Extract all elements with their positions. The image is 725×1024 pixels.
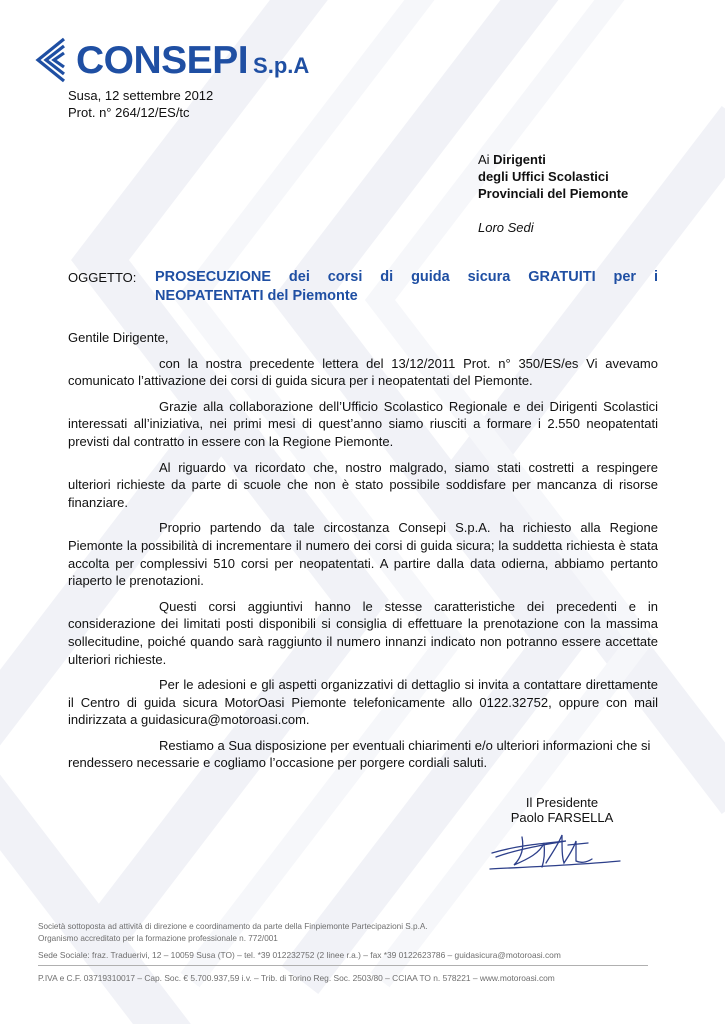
subject-label: OGGETTO: bbox=[68, 270, 137, 285]
body-paragraph: Al riguardo va ricordato che, nostro malgrado, siamo stati costretti a respingere ulteriori richieste da parte di scuole che non è stato possibile soddisfare per mancanza di risorse finanziare. bbox=[68, 459, 658, 510]
body-paragraph: con la nostra precedente lettera del 13/12/2011 Prot. n° 350/ES/es Vi avevamo comunicato l’attivazione dei corsi di guida sicura per i neopatentati del Piemonte. bbox=[68, 355, 658, 389]
signer-title: Il Presidente bbox=[525, 795, 599, 810]
greeting: Gentile Dirigente, bbox=[68, 330, 169, 345]
consepi-logo-mark-icon bbox=[34, 37, 74, 83]
footer-line-2: Organismo accreditato per la formazione professionale n. 772/001 bbox=[38, 933, 278, 943]
footer-line-4: P.IVA e C.F. 03719310017 – Cap. Soc. € 5.700.937,59 i.v. – Trib. di Torino Reg. Soc. 2503/80 – CCIAA TO n. 578221 – www.motoroasi.com bbox=[38, 972, 555, 983]
signer-name: Paolo FARSELLA bbox=[510, 810, 614, 825]
handwritten-signature bbox=[488, 823, 628, 873]
letter-date: Susa, 12 settembre 2012 bbox=[68, 88, 214, 103]
logo-suffix-text: S.p.A bbox=[253, 53, 310, 78]
body-paragraph: Proprio partendo da tale circostanza Consepi S.p.A. ha richiesto alla Regione Piemonte la possibilità di incrementare il numero dei corsi di guida sicura; la suddetta richiesta è stata accolta per complessivi 510 corsi per neopatentati. A partire dalla data odierna, abbiamo pertanto riaperto le prenotazioni. bbox=[68, 520, 658, 589]
protocol-number: Prot. n° 264/12/ES/tc bbox=[68, 105, 190, 120]
body-paragraph: Grazie alla collaborazione dell’Ufficio Scolastico Regionale e dei Dirigenti Scolastici interessati all’iniziativa, nei primi mesi di quest’anno siamo riusciti a formare i 2.550 neopatentati previsti dal contratto in essere con la Regione Piemonte. bbox=[68, 398, 658, 449]
recipient-prefix: Ai bbox=[478, 152, 494, 167]
footer-line-3: Sede Sociale: fraz. Traduerivi, 12 – 10059 Susa (TO) – tel. *39 012232752 (2 linee r.a.) – fax *39 0122623786 – guidasicura@motoroasi.com bbox=[38, 950, 561, 960]
recipient-block bbox=[478, 151, 628, 236]
footer-line-1: Società sottoposta ad attività di direzione e coordinamento da parte della Finpiemonte Partecipazioni S.p.A. bbox=[38, 922, 428, 931]
signature-block bbox=[468, 795, 636, 875]
recipient-line-2: degli Uffici Scolastici bbox=[478, 169, 609, 184]
body-paragraph: Restiamo a Sua disposizione per eventuali chiarimenti e/o ulteriori informazioni che si rendessero necessarie e cogliamo l’occasione per porgere cordiali saluti. bbox=[68, 737, 651, 771]
letter-footer bbox=[38, 921, 698, 984]
recipient-line-1: Dirigenti bbox=[493, 152, 546, 167]
recipient-line-3: Provinciali del Piemonte bbox=[478, 186, 629, 201]
body-paragraph: Questi corsi aggiuntivi hanno le stesse caratteristiche dei precedenti e in considerazione dei limitati posti disponibili si consiglia di effettuare la prenotazione con la massima sollecitudine, poiché quando sarà raggiunto il numero innanzi indicato non potranno essere accettate ulteriori richieste. bbox=[68, 598, 658, 667]
body-paragraph: Per le adesioni e gli aspetti organizzativi di dettaglio si invita a contattare direttamente il Centro di guida sicura MotorOasi Piemonte telefonicamente allo 0122.32752, oppure con mail indirizzata a guidasicura@motoroasi.com. bbox=[68, 677, 658, 728]
subject-line bbox=[68, 268, 658, 306]
letter-meta bbox=[68, 87, 213, 121]
recipient-sedi: Loro Sedi bbox=[478, 220, 534, 235]
subject-text: PROSECUZIONE dei corsi di guida sicura GRATUITI per i NEOPATENTATI del Piemonte bbox=[155, 269, 658, 304]
letter-body bbox=[68, 329, 658, 780]
footer-divider bbox=[38, 965, 648, 966]
company-logo bbox=[34, 36, 309, 84]
logo-brand-text: CONSEPI bbox=[76, 38, 249, 82]
